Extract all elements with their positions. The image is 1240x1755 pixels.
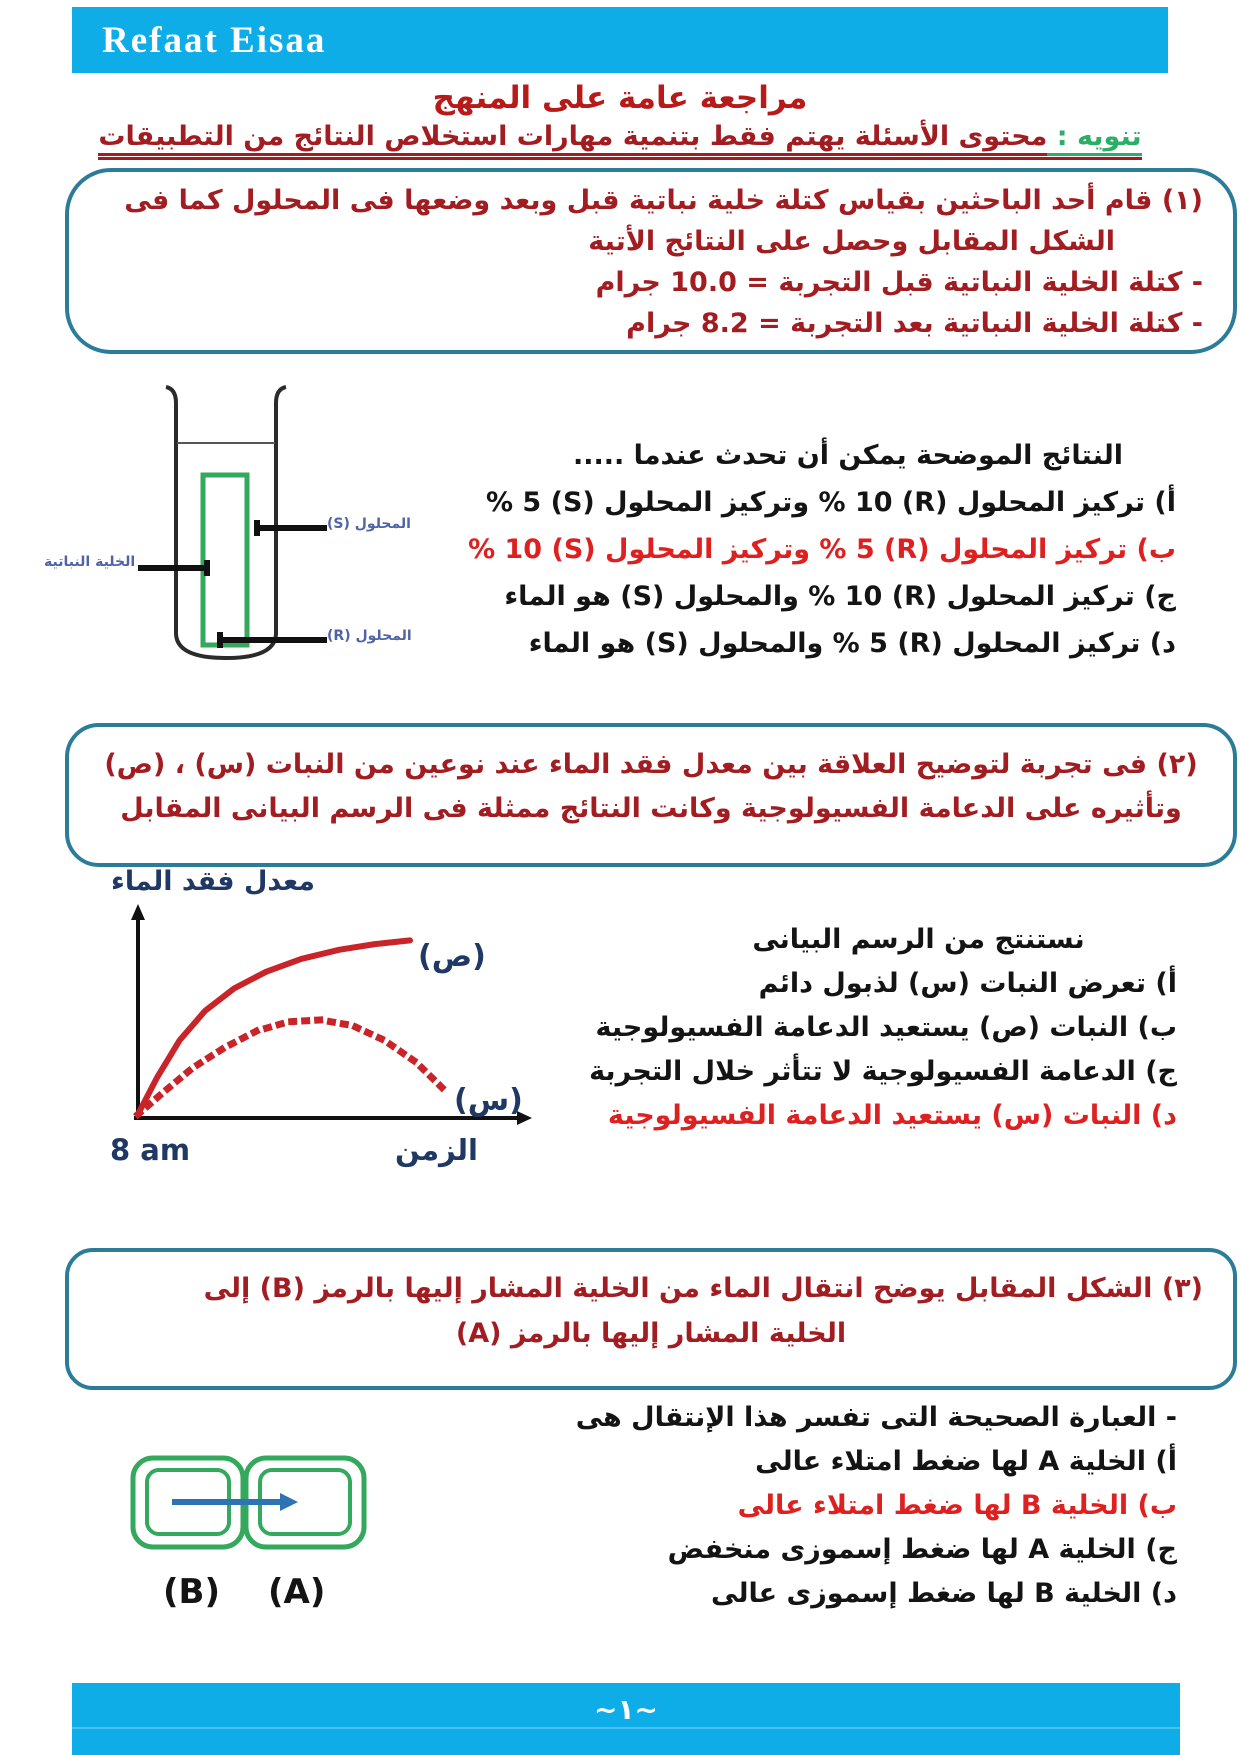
q2-chart xyxy=(70,900,540,1132)
tube-outline xyxy=(166,387,286,658)
question3-box xyxy=(65,1248,1237,1390)
q1-option-a: أ) تركيز المحلول (R) 10 % وتركيز المحلول (S) 5 % xyxy=(485,487,1176,518)
q2-box-line1: (٢) فى تجربة لتوضيح العلاقة بين معدل فقد الماء عند نوعين من النبات (س) ، (ص) xyxy=(104,749,1198,780)
water-flow-arrow xyxy=(172,1493,298,1511)
q3-option-d: د) الخلية B لها ضغط إسموزى عالى xyxy=(711,1578,1177,1609)
plant-cell-label: الخلية النباتية xyxy=(44,554,136,570)
q1-option-c: ج) تركيز المحلول (R) 10 % والمحلول (S) هو الماء xyxy=(504,581,1176,612)
notice-text: محتوى الأسئلة يهتم فقط بتنمية مهارات استخلاص النتائج من التطبيقات xyxy=(98,121,1047,156)
header-bar xyxy=(72,7,1168,73)
notice-line xyxy=(0,121,1240,160)
series-label-seen: (س) xyxy=(454,1083,523,1118)
q3-options xyxy=(480,1396,1177,1616)
q3-stem: - العبارة الصحيحة التى تفسر هذا الإنتقال هى xyxy=(575,1402,1177,1433)
solution-s-label: المحلول (S) xyxy=(327,516,411,532)
q2-option-a: أ) تعرض النبات (س) لذبول دائم xyxy=(758,968,1177,999)
notice-label: تنويه : xyxy=(1047,121,1141,156)
q1-stem: النتائج الموضحة يمكن أن تحدث عندما ..... xyxy=(573,440,1123,471)
q1-option-d: د) تركيز المحلول (R) 5 % والمحلول (S) هو الماء xyxy=(528,628,1176,659)
q3-option-b: ب) الخلية B لها ضغط امتلاء عالى xyxy=(737,1490,1177,1521)
cell-a-label: (A) xyxy=(268,1572,326,1612)
q1-box-line4: - كتلة الخلية النباتية بعد التجربة = 8.2 جرام xyxy=(626,308,1203,339)
brand-name: Refaat Eisaa xyxy=(102,20,327,61)
footer-bar xyxy=(72,1683,1180,1755)
pointer-lines xyxy=(138,520,327,648)
chart-y-axis-label: معدل فقد الماء xyxy=(111,866,315,897)
q2-option-c: ج) الدعامة الفسيولوجية لا تتأثر خلال التجربة xyxy=(589,1056,1177,1087)
q1-options xyxy=(410,432,1176,667)
two-cells-diagram xyxy=(130,1455,370,1555)
q1-option-b: ب) تركيز المحلول (R) 5 % وتركيز المحلول (S) 10 % xyxy=(468,534,1176,565)
chart-x-axis-label: الزمن xyxy=(395,1133,478,1167)
page-title: مراجعة عامة على المنهج xyxy=(432,80,808,116)
q1-box-line3: - كتلة الخلية النباتية قبل التجربة = 10.0 جرام xyxy=(595,267,1203,298)
q3-option-c: ج) الخلية A لها ضغط إسموزى منخفض xyxy=(667,1534,1177,1565)
question1-box xyxy=(65,168,1237,354)
q2-chart-plot xyxy=(138,940,448,1114)
cell-b-label: (B) xyxy=(163,1572,220,1612)
q3-box-line1: (٣) الشكل المقابل يوضح انتقال الماء من الخلية المشار إليها بالرمز (B) إلى xyxy=(203,1273,1203,1304)
q2-stem: نستنتج من الرسم البيانى xyxy=(752,924,1085,955)
q2-option-b: ب) النبات (ص) يستعيد الدعامة الفسيولوجية xyxy=(595,1012,1177,1043)
question2-box xyxy=(65,723,1237,867)
q2-option-d: د) النبات (س) يستعيد الدعامة الفسيولوجية xyxy=(607,1100,1177,1131)
chart-origin-label: 8 am xyxy=(110,1133,191,1167)
page-number: ~١~ xyxy=(593,1693,659,1726)
q3-option-a: أ) الخلية A لها ضغط امتلاء عالى xyxy=(755,1446,1177,1477)
q2-options xyxy=(480,918,1177,1138)
q3-box-line2: الخلية المشار إليها بالرمز (A) xyxy=(455,1318,847,1349)
notice-underline-wrap xyxy=(98,121,1141,160)
solution-r-label: المحلول (R) xyxy=(327,628,412,644)
q1-box-line1: (١) قام أحد الباحثين بقياس كتلة خلية نباتية قبل وبعد وضعها فى المحلول كما فى xyxy=(124,185,1203,216)
q2-box-line2: وتأثيره على الدعامة الفسيولوجية وكانت النتائج ممثلة فى الرسم البيانى المقابل xyxy=(120,793,1182,824)
q1-box-line2: الشكل المقابل وحصل على النتائج الأتية xyxy=(588,226,1115,257)
series-label-sad: (ص) xyxy=(418,939,486,974)
